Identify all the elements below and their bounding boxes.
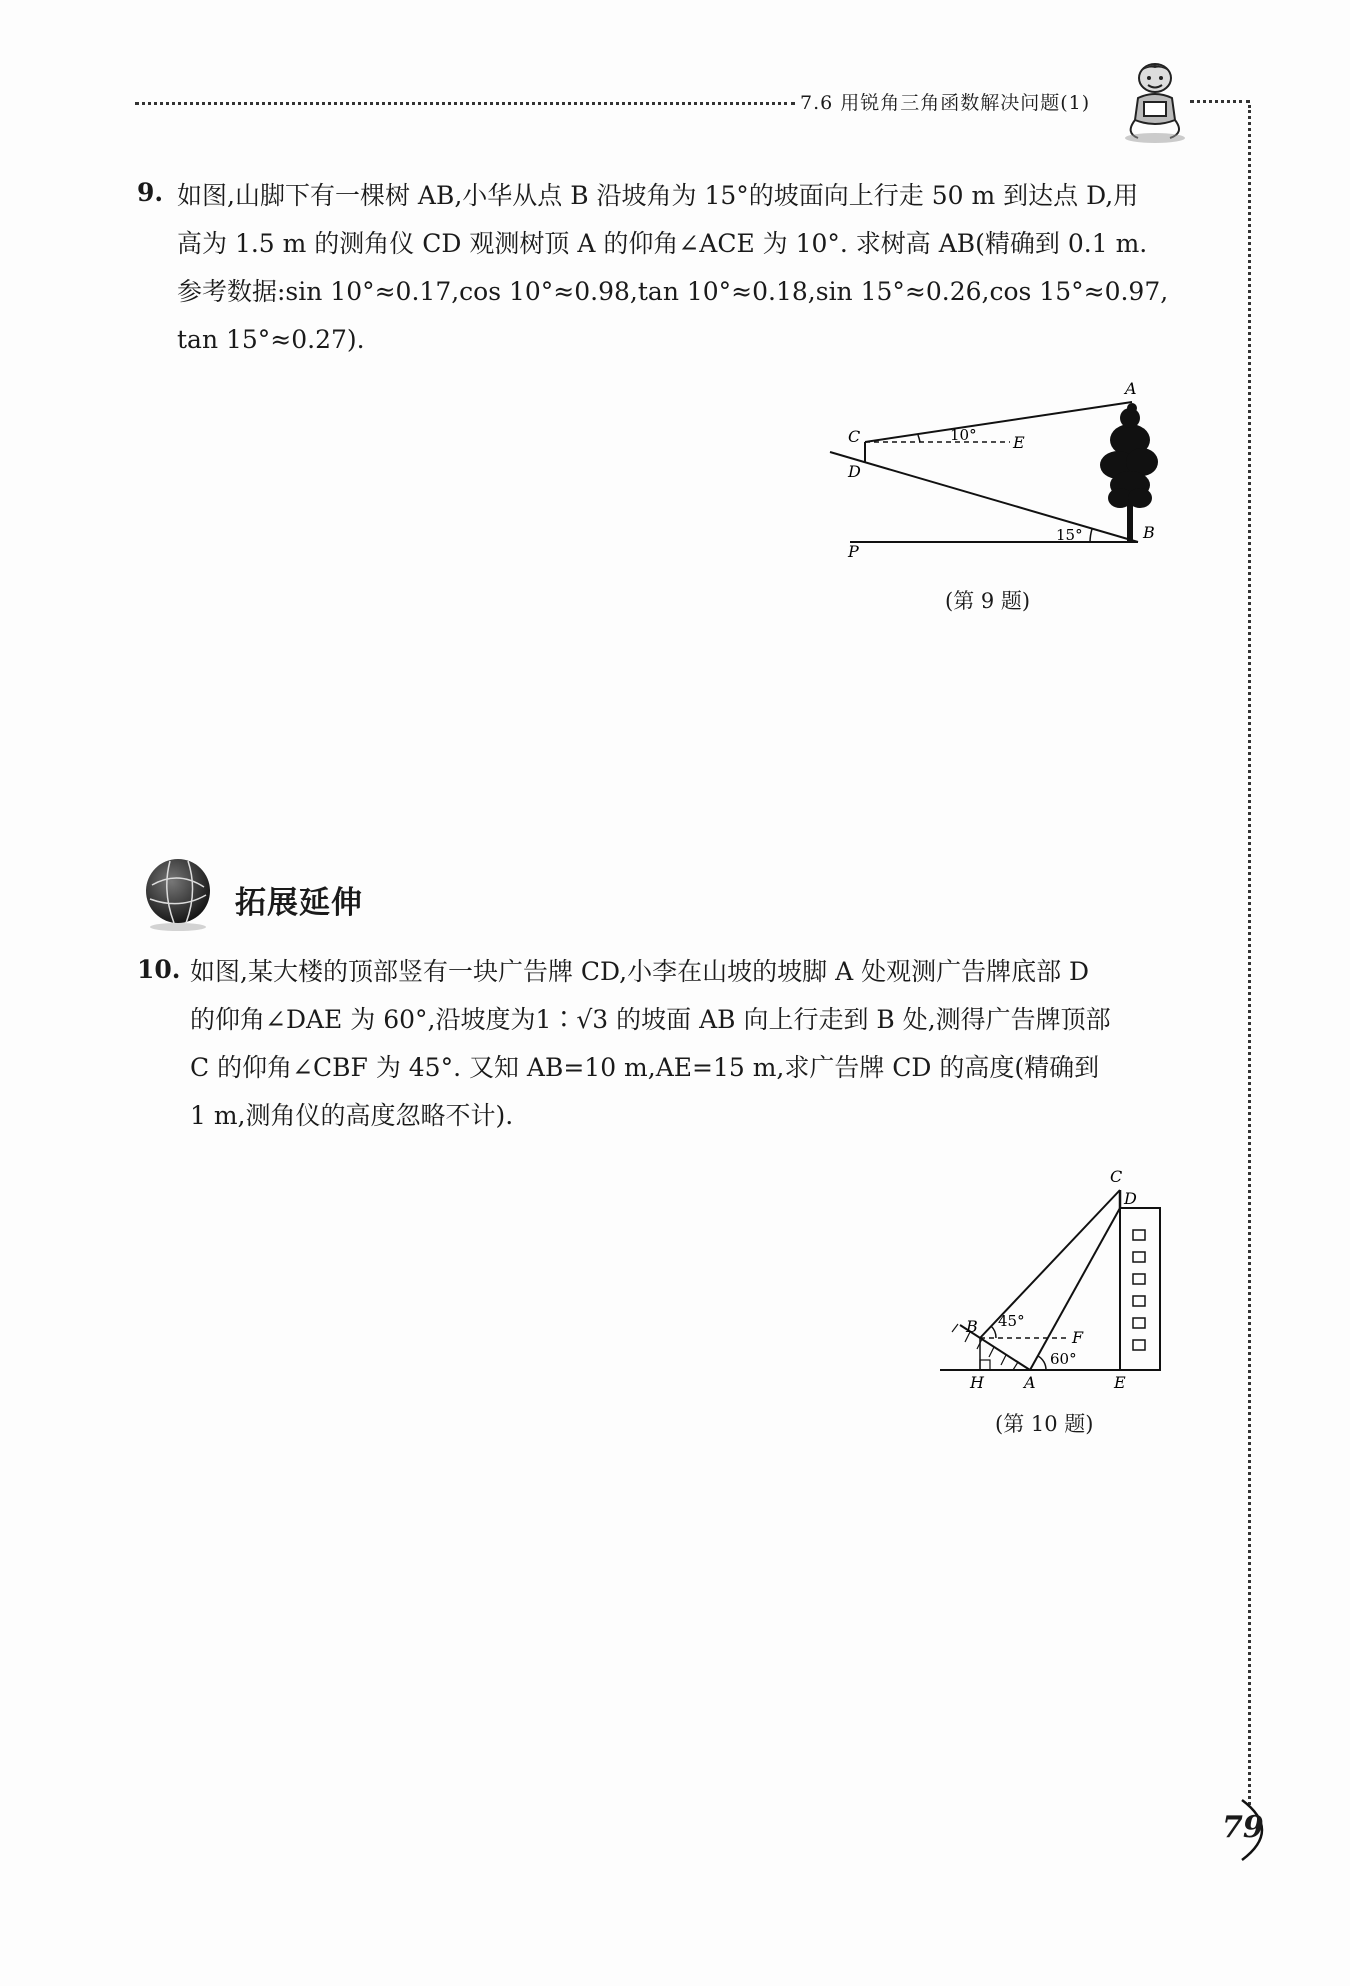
margin-dotted-rule (1248, 105, 1251, 1805)
slope-hatching (952, 1324, 1018, 1370)
question-10-text (190, 948, 1111, 1140)
question-9-line: 参考数据:sin 10°≈0.17,cos 10°≈0.98,tan 10°≈0.18,sin 15°≈0.26,cos 15°≈0.97, (177, 277, 1169, 306)
angle-label-60: 60° (1050, 1350, 1077, 1368)
figure-9-caption: (第 9 题) (945, 589, 1031, 613)
label-d: D (1124, 1189, 1137, 1208)
header-section-title: 7.6 用锐角三角函数解决问题(1) (800, 92, 1091, 114)
figure-10-caption: (第 10 题) (995, 1412, 1094, 1436)
question-9-line: 高为 1.5 m 的测角仪 CD 观测树顶 A 的仰角∠ACE 为 10°. 求树高 AB(精确到 0.1 m. (177, 229, 1148, 258)
label-e: E (1013, 433, 1025, 452)
question-10-line: 的仰角∠DAE 为 60°,沿坡度为1∶√3 的坡面 AB 向上行走到 B 处,测得广告牌顶部 (190, 1005, 1111, 1034)
angle-arc-10 (918, 435, 920, 442)
label-f: F (1072, 1328, 1084, 1347)
slope-line-db (830, 452, 1138, 542)
building-windows (1133, 1230, 1145, 1350)
figure-9-diagram (820, 380, 1180, 560)
label-c: C (1110, 1167, 1123, 1186)
label-d: D (848, 462, 861, 481)
label-p: P (848, 542, 859, 560)
label-c: C (848, 427, 861, 446)
header-dotted-rule-right (1190, 100, 1250, 103)
figure-10-diagram (930, 1160, 1180, 1390)
angle-label-10: 10° (950, 426, 977, 444)
cartoon-boy-reading-icon (1120, 58, 1190, 143)
angle-arc-15 (1090, 529, 1092, 542)
angle-label-15: 15° (1056, 526, 1083, 544)
question-10-line: C 的仰角∠CBF 为 45°. 又知 AB=10 m,AE=15 m,求广告牌 CD 的高度(精确到 (190, 1053, 1100, 1082)
extension-section-title: 拓展延伸 (235, 885, 363, 921)
label-a: A (1024, 1373, 1036, 1390)
header-dotted-rule (135, 102, 795, 105)
question-9-line: 如图,山脚下有一棵树 AB,小华从点 B 沿坡角为 15°的坡面向上行走 50 m 到达点 D,用 (177, 181, 1139, 210)
question-10-line: 如图,某大楼的顶部竖有一块广告牌 CD,小李在山坡的坡脚 A 处观测广告牌底部 D (190, 957, 1090, 986)
question-10-line: 1 m,测角仪的高度忽略不计). (190, 1101, 514, 1130)
label-e: E (1114, 1373, 1126, 1390)
question-9-text (177, 172, 1168, 364)
building (1120, 1208, 1160, 1370)
angle-arc-60 (1038, 1356, 1046, 1370)
right-angle-h (980, 1360, 990, 1370)
globe-icon (140, 855, 220, 935)
label-b: B (966, 1317, 978, 1336)
label-b: B (1143, 523, 1155, 542)
sight-line-ca (865, 402, 1132, 442)
question-9-number: 9. (137, 178, 164, 207)
label-a: A (1125, 380, 1137, 398)
angle-label-45: 45° (998, 1312, 1025, 1330)
question-10-number: 10. (137, 955, 181, 984)
page-number: 79 (1222, 1810, 1264, 1845)
label-h: H (970, 1373, 984, 1390)
tree-icon (1100, 403, 1158, 542)
angle-arc-45 (991, 1326, 996, 1338)
question-9-line: tan 15°≈0.27). (177, 325, 365, 354)
